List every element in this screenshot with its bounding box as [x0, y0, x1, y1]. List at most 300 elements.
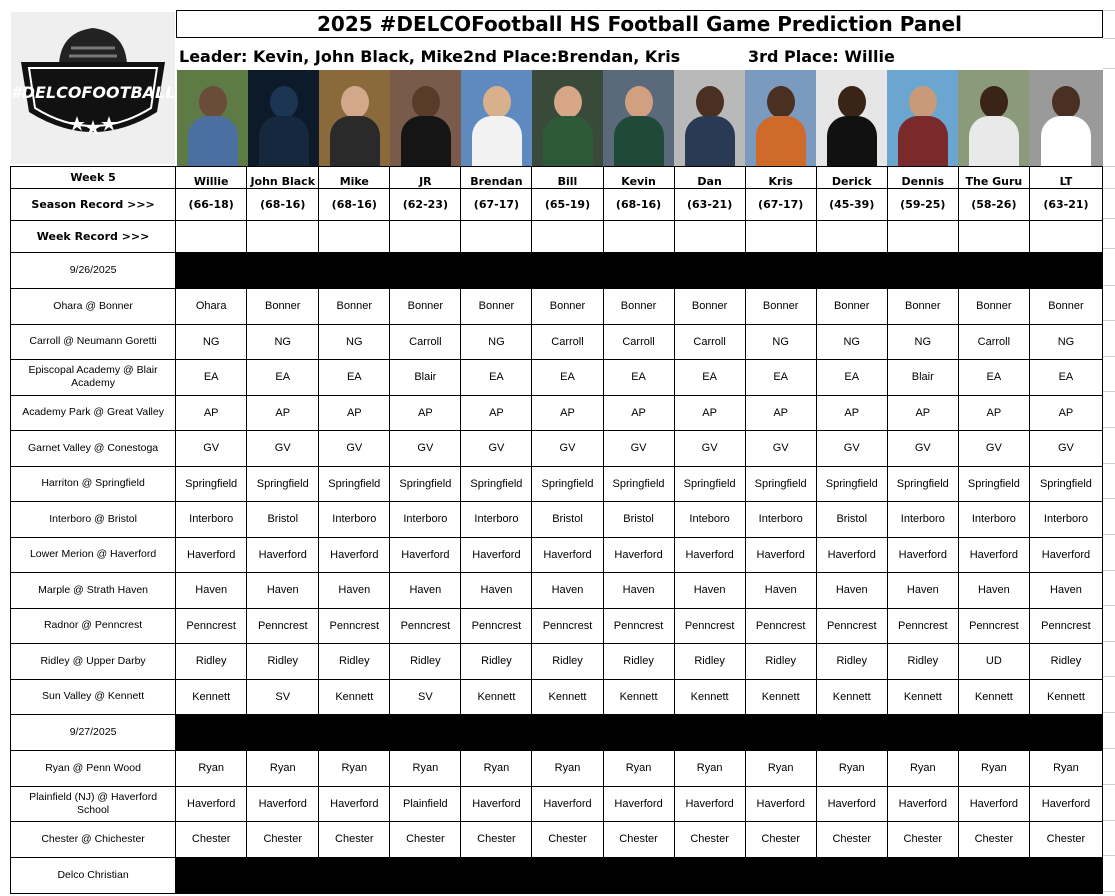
game-matchup: Marple @ Strath Haven [11, 573, 176, 609]
pick-cell[interactable]: Carroll [958, 324, 1029, 360]
second-place-text: 2nd Place:Brendan, Kris [463, 47, 681, 66]
game-matchup: Harriton @ Springfield [11, 466, 176, 502]
pick-cell[interactable]: Chester [958, 822, 1029, 858]
pick-cell[interactable]: Chester [816, 822, 887, 858]
pick-cell[interactable]: Haverford [603, 537, 674, 573]
pick-cell[interactable]: Ridley [745, 644, 816, 680]
pick-cell[interactable]: Haverford [176, 786, 247, 822]
season-record-value: (68-16) [319, 189, 390, 221]
panelist-name: John Black [247, 167, 319, 189]
pick-cell[interactable]: Bonner [319, 289, 390, 325]
pick-cell[interactable]: Carroll [674, 324, 745, 360]
date-row [11, 857, 1103, 893]
pick-cell[interactable]: Ryan [674, 751, 745, 787]
pick-cell[interactable]: Carroll [390, 324, 461, 360]
pick-cell[interactable]: AP [532, 395, 603, 431]
pick-cell[interactable]: GV [887, 431, 958, 467]
pick-cell[interactable]: Ridley [532, 644, 603, 680]
page-title: 2025 #DELCOFootball HS Football Game Prediction Panel [176, 10, 1103, 38]
edge-gridline [1103, 534, 1115, 535]
pick-cell[interactable]: Interboro [958, 502, 1029, 538]
edge-gridline [1103, 570, 1115, 571]
pick-cell[interactable]: Interboro [390, 502, 461, 538]
week-record-value[interactable] [674, 221, 745, 253]
edge-gridline [1103, 391, 1115, 392]
pick-cell[interactable]: EA [674, 360, 745, 396]
panelist-name: Bill [532, 167, 603, 189]
pick-cell[interactable]: Chester [1029, 822, 1102, 858]
pick-cell[interactable]: Haven [1029, 573, 1102, 609]
pick-cell[interactable]: NG [1029, 324, 1102, 360]
week-record-value[interactable] [319, 221, 390, 253]
pick-cell[interactable]: EA [532, 360, 603, 396]
edge-gridline [1103, 712, 1115, 713]
pick-cell[interactable]: Haven [958, 573, 1029, 609]
edge-gridline [1103, 427, 1115, 428]
game-matchup: Sun Valley @ Kennett [11, 679, 176, 715]
game-matchup: Ryan @ Penn Wood [11, 751, 176, 787]
pick-cell[interactable]: Interboro [461, 502, 532, 538]
pick-cell[interactable]: Kennett [532, 679, 603, 715]
pick-cell[interactable]: EA [247, 360, 319, 396]
edge-gridline [1103, 188, 1115, 189]
pick-cell[interactable]: Plainfield [390, 786, 461, 822]
game-row [11, 466, 1103, 502]
pick-cell[interactable]: Haverford [247, 786, 319, 822]
pick-cell[interactable]: Haverford [1029, 537, 1102, 573]
pick-cell[interactable]: Bonner [816, 289, 887, 325]
pick-cell[interactable]: GV [603, 431, 674, 467]
panelist-photo-kevin [603, 70, 674, 166]
pick-cell[interactable]: Haverford [745, 537, 816, 573]
game-matchup: Academy Park @ Great Valley [11, 395, 176, 431]
pick-cell[interactable]: Haverford [745, 786, 816, 822]
season-record-value: (65-19) [532, 189, 603, 221]
game-row [11, 644, 1103, 680]
pick-cell[interactable]: Springfield [247, 466, 319, 502]
week-record-value[interactable] [390, 221, 461, 253]
pick-cell[interactable]: Kennett [674, 679, 745, 715]
game-row [11, 395, 1103, 431]
game-row [11, 502, 1103, 538]
pick-cell[interactable]: Chester [674, 822, 745, 858]
pick-cell[interactable]: Kennett [745, 679, 816, 715]
pick-cell[interactable]: AP [461, 395, 532, 431]
week-record-value[interactable] [461, 221, 532, 253]
pick-cell[interactable]: Haverford [958, 537, 1029, 573]
pick-cell[interactable]: Haverford [461, 537, 532, 573]
edge-gridline [1103, 68, 1115, 69]
edge-gridline [1103, 320, 1115, 321]
pick-cell[interactable]: Ryan [247, 751, 319, 787]
season-record-value: (45-39) [816, 189, 887, 221]
panelist-photo-bill [532, 70, 603, 166]
pick-cell[interactable]: Ryan [816, 751, 887, 787]
pick-cell[interactable]: EA [1029, 360, 1102, 396]
season-record-value: (59-25) [887, 189, 958, 221]
season-record-value: (68-16) [603, 189, 674, 221]
pick-cell[interactable]: Carroll [603, 324, 674, 360]
pick-cell[interactable]: Kennett [816, 679, 887, 715]
game-row [11, 431, 1103, 467]
pick-cell[interactable]: Bonner [1029, 289, 1102, 325]
game-row [11, 289, 1103, 325]
pick-cell[interactable]: Chester [532, 822, 603, 858]
pick-cell[interactable]: GV [176, 431, 247, 467]
pick-cell[interactable]: Penncrest [532, 608, 603, 644]
pick-cell[interactable]: Penncrest [745, 608, 816, 644]
pick-cell[interactable]: Penncrest [390, 608, 461, 644]
pick-cell[interactable]: Bonner [745, 289, 816, 325]
pick-cell[interactable]: EA [816, 360, 887, 396]
pick-cell[interactable]: Ridley [887, 644, 958, 680]
pick-cell[interactable]: Haverford [816, 537, 887, 573]
pick-cell[interactable]: Bristol [247, 502, 319, 538]
pick-cell[interactable]: Haven [390, 573, 461, 609]
pick-cell[interactable]: AP [247, 395, 319, 431]
pick-cell[interactable]: AP [603, 395, 674, 431]
panelist-photo-mike [319, 70, 390, 166]
panelist-photo-dennis [887, 70, 958, 166]
pick-cell[interactable]: Penncrest [603, 608, 674, 644]
pick-cell[interactable]: Haverford [816, 786, 887, 822]
panelist-photo-the-guru [958, 70, 1029, 166]
pick-cell[interactable]: Haverford [532, 786, 603, 822]
pick-cell[interactable]: Ryan [887, 751, 958, 787]
game-row [11, 608, 1103, 644]
pick-cell[interactable]: NG [887, 324, 958, 360]
pick-cell[interactable]: Ridley [461, 644, 532, 680]
game-row [11, 786, 1103, 822]
season-record-value: (63-21) [674, 189, 745, 221]
pick-cell[interactable]: EA [319, 360, 390, 396]
pick-cell[interactable]: Bonner [887, 289, 958, 325]
week-record-value[interactable] [816, 221, 887, 253]
pick-cell[interactable]: Ridley [816, 644, 887, 680]
game-row [11, 324, 1103, 360]
edge-gridline [1103, 166, 1115, 167]
pick-cell[interactable]: Haverford [887, 786, 958, 822]
pick-cell[interactable]: Haverford [887, 537, 958, 573]
panelist-photo-derick [816, 70, 887, 166]
panelist-name: Kevin [603, 167, 674, 189]
pick-cell[interactable]: Kennett [887, 679, 958, 715]
season-record-value: (67-17) [461, 189, 532, 221]
sheet-edge [1103, 0, 1115, 896]
pick-cell[interactable]: Springfield [1029, 466, 1102, 502]
pick-cell[interactable]: Haverford [674, 786, 745, 822]
pick-cell[interactable]: AP [319, 395, 390, 431]
pick-cell[interactable]: Springfield [532, 466, 603, 502]
panelist-photo-kris [745, 70, 816, 166]
pick-cell[interactable]: Springfield [745, 466, 816, 502]
pick-cell[interactable]: Chester [319, 822, 390, 858]
week-record-value[interactable] [176, 221, 247, 253]
pick-cell[interactable]: Ryan [958, 751, 1029, 787]
logo-text: #DELCOFOOTBALL [11, 83, 175, 102]
panelist-photo-jr [390, 70, 461, 166]
pick-cell[interactable]: NG [461, 324, 532, 360]
pick-cell[interactable]: Springfield [958, 466, 1029, 502]
game-matchup: Garnet Valley @ Conestoga [11, 431, 176, 467]
week-record-value[interactable] [247, 221, 319, 253]
pick-cell[interactable]: Penncrest [1029, 608, 1102, 644]
pick-cell[interactable]: Kennett [319, 679, 390, 715]
pick-cell[interactable]: Ryan [532, 751, 603, 787]
pick-cell[interactable]: EA [461, 360, 532, 396]
pick-cell[interactable]: Springfield [816, 466, 887, 502]
pick-cell[interactable]: Penncrest [176, 608, 247, 644]
pick-cell[interactable]: Chester [745, 822, 816, 858]
date-row [11, 253, 1103, 289]
game-row [11, 537, 1103, 573]
pick-cell[interactable]: Penncrest [887, 608, 958, 644]
pick-cell[interactable]: Ryan [176, 751, 247, 787]
pick-cell[interactable]: Haven [176, 573, 247, 609]
season-record-label: Season Record >>> [11, 189, 176, 221]
pick-cell[interactable]: Ryan [745, 751, 816, 787]
pick-cell[interactable]: Interboro [319, 502, 390, 538]
panelist-name: LT [1029, 167, 1102, 189]
pick-cell[interactable]: Blair [887, 360, 958, 396]
pick-cell[interactable]: Kennett [603, 679, 674, 715]
pick-cell[interactable]: Springfield [176, 466, 247, 502]
pick-cell[interactable]: UD [958, 644, 1029, 680]
pick-cell[interactable]: Chester [390, 822, 461, 858]
panelist-photo-strip [177, 70, 1103, 166]
week-record-value[interactable] [1029, 221, 1102, 253]
season-record-value: (63-21) [1029, 189, 1102, 221]
pick-cell[interactable]: NG [816, 324, 887, 360]
panelist-name: Willie [176, 167, 247, 189]
date-label: 9/27/2025 [11, 715, 176, 751]
week-record-value[interactable] [745, 221, 816, 253]
pick-cell[interactable]: Penncrest [816, 608, 887, 644]
pick-cell[interactable]: Haverford [319, 537, 390, 573]
date-divider-bar [176, 857, 1103, 893]
pick-cell[interactable]: Haven [603, 573, 674, 609]
season-record-value: (66-18) [176, 189, 247, 221]
week-record-row [11, 221, 1103, 253]
pick-cell[interactable]: Interboro [745, 502, 816, 538]
pick-cell[interactable]: Ridley [674, 644, 745, 680]
pick-cell[interactable]: Chester [176, 822, 247, 858]
week-record-value[interactable] [887, 221, 958, 253]
pick-cell[interactable]: AP [1029, 395, 1102, 431]
pick-cell[interactable]: Ridley [390, 644, 461, 680]
pick-cell[interactable]: AP [745, 395, 816, 431]
pick-cell[interactable]: Ohara [176, 289, 247, 325]
pick-cell[interactable]: Ryan [1029, 751, 1102, 787]
edge-gridline [1103, 10, 1115, 11]
pick-cell[interactable]: Haverford [247, 537, 319, 573]
edge-gridline [1103, 285, 1115, 286]
pick-cell[interactable]: Interboro [1029, 502, 1102, 538]
pick-cell[interactable]: GV [532, 431, 603, 467]
pick-cell[interactable]: Interboro [887, 502, 958, 538]
pick-cell[interactable]: GV [1029, 431, 1102, 467]
panelist-name-row [11, 167, 1103, 189]
edge-gridline [1103, 855, 1115, 856]
pick-cell[interactable]: Springfield [603, 466, 674, 502]
pick-cell[interactable]: Chester [461, 822, 532, 858]
pick-cell[interactable]: Penncrest [958, 608, 1029, 644]
pick-cell[interactable]: Ridley [603, 644, 674, 680]
pick-cell[interactable]: Kennett [958, 679, 1029, 715]
pick-cell[interactable]: Penncrest [674, 608, 745, 644]
pick-cell[interactable]: Haven [887, 573, 958, 609]
pick-cell[interactable]: Springfield [674, 466, 745, 502]
pick-cell[interactable]: Springfield [887, 466, 958, 502]
pick-cell[interactable]: EA [958, 360, 1029, 396]
pick-cell[interactable]: Ridley [319, 644, 390, 680]
pick-cell[interactable]: SV [247, 679, 319, 715]
panelist-photo-willie [177, 70, 248, 166]
pick-cell[interactable]: Bonner [532, 289, 603, 325]
pick-cell[interactable]: Haverford [674, 537, 745, 573]
pick-cell[interactable]: Haverford [461, 786, 532, 822]
pick-cell[interactable]: Haven [247, 573, 319, 609]
panelist-photo-lt [1029, 70, 1103, 166]
pick-cell[interactable]: AP [390, 395, 461, 431]
pick-cell[interactable]: EA [745, 360, 816, 396]
pick-cell[interactable]: Penncrest [319, 608, 390, 644]
pick-cell[interactable]: Bonner [603, 289, 674, 325]
pick-cell[interactable]: Haven [532, 573, 603, 609]
game-matchup: Plainfield (NJ) @ Haverford School [11, 786, 176, 822]
pick-cell[interactable]: Chester [603, 822, 674, 858]
game-matchup: Interboro @ Bristol [11, 502, 176, 538]
pick-cell[interactable]: Penncrest [461, 608, 532, 644]
pick-cell[interactable]: Haverford [532, 537, 603, 573]
pick-cell[interactable]: Haven [319, 573, 390, 609]
pick-cell[interactable]: NG [176, 324, 247, 360]
pick-cell[interactable]: Springfield [319, 466, 390, 502]
edge-gridline [1103, 463, 1115, 464]
pick-cell[interactable]: SV [390, 679, 461, 715]
pick-cell[interactable]: Springfield [461, 466, 532, 502]
pick-cell[interactable]: GV [319, 431, 390, 467]
pick-cell[interactable]: Bristol [816, 502, 887, 538]
game-matchup: Radnor @ Penncrest [11, 608, 176, 644]
pick-cell[interactable]: Bonner [390, 289, 461, 325]
pick-cell[interactable]: GV [390, 431, 461, 467]
pick-cell[interactable]: AP [674, 395, 745, 431]
game-matchup: Chester @ Chichester [11, 822, 176, 858]
pick-cell[interactable]: Carroll [532, 324, 603, 360]
game-row [11, 573, 1103, 609]
pick-cell[interactable]: Ryan [603, 751, 674, 787]
pick-cell[interactable]: GV [247, 431, 319, 467]
pick-cell[interactable]: Blair [390, 360, 461, 396]
pick-cell[interactable]: AP [176, 395, 247, 431]
panelist-name: Brendan [461, 167, 532, 189]
week-record-value[interactable] [603, 221, 674, 253]
pick-cell[interactable]: Haverford [319, 786, 390, 822]
pick-cell[interactable]: GV [745, 431, 816, 467]
week-record-value[interactable] [532, 221, 603, 253]
pick-cell[interactable]: Haven [745, 573, 816, 609]
pick-cell[interactable]: Haven [674, 573, 745, 609]
pick-cell[interactable]: Ridley [1029, 644, 1102, 680]
game-matchup: Ohara @ Bonner [11, 289, 176, 325]
pick-cell[interactable]: Ridley [247, 644, 319, 680]
panelist-name: Mike [319, 167, 390, 189]
pick-cell[interactable]: AP [887, 395, 958, 431]
pick-cell[interactable]: Bristol [532, 502, 603, 538]
pick-cell[interactable]: Ryan [461, 751, 532, 787]
game-row [11, 822, 1103, 858]
pick-cell[interactable]: Haverford [176, 537, 247, 573]
panelist-photo-brendan [461, 70, 532, 166]
edge-gridline [1103, 356, 1115, 357]
panelist-name: Derick [816, 167, 887, 189]
pick-cell[interactable]: GV [461, 431, 532, 467]
pick-cell[interactable]: Bonner [247, 289, 319, 325]
pick-cell[interactable]: AP [816, 395, 887, 431]
pick-cell[interactable]: Penncrest [247, 608, 319, 644]
pick-cell[interactable]: Bristol [603, 502, 674, 538]
pick-cell[interactable]: Haverford [1029, 786, 1102, 822]
pick-cell[interactable]: Haverford [603, 786, 674, 822]
pick-cell[interactable]: Ridley [176, 644, 247, 680]
date-row [11, 715, 1103, 751]
edge-gridline [1103, 784, 1115, 785]
pick-cell[interactable]: Haverford [390, 537, 461, 573]
week-label: Week [70, 171, 105, 184]
week-label-cell [11, 167, 176, 189]
panelist-photo-john-black [248, 70, 319, 166]
pick-cell[interactable]: Haven [816, 573, 887, 609]
pick-cell[interactable]: Kennett [176, 679, 247, 715]
pick-cell[interactable]: AP [958, 395, 1029, 431]
pick-cell[interactable]: Inteboro [674, 502, 745, 538]
edge-gridline [1103, 498, 1115, 499]
week-record-value[interactable] [958, 221, 1029, 253]
season-record-value: (68-16) [247, 189, 319, 221]
pick-cell[interactable]: EA [603, 360, 674, 396]
pick-cell[interactable]: Ryan [319, 751, 390, 787]
pick-cell[interactable]: GV [816, 431, 887, 467]
pick-cell[interactable]: Kennett [461, 679, 532, 715]
pick-cell[interactable]: NG [247, 324, 319, 360]
pick-cell[interactable]: NG [319, 324, 390, 360]
pick-cell[interactable]: EA [176, 360, 247, 396]
panelist-name: Dan [674, 167, 745, 189]
pick-cell[interactable]: GV [674, 431, 745, 467]
pick-cell[interactable]: Bonner [461, 289, 532, 325]
pick-cell[interactable]: Springfield [390, 466, 461, 502]
edge-gridline [1103, 820, 1115, 821]
pick-cell[interactable]: Bonner [674, 289, 745, 325]
pick-cell[interactable]: Interboro [176, 502, 247, 538]
pick-cell[interactable]: Haverford [958, 786, 1029, 822]
pick-cell[interactable]: Chester [247, 822, 319, 858]
third-place-text: 3rd Place: Willie [748, 47, 895, 66]
pick-cell[interactable]: NG [745, 324, 816, 360]
pick-cell[interactable]: Kennett [1029, 679, 1102, 715]
game-matchup: Episcopal Academy @ Blair Academy [11, 360, 176, 396]
pick-cell[interactable]: Bonner [958, 289, 1029, 325]
pick-cell[interactable]: Ryan [390, 751, 461, 787]
game-matchup: Lower Merion @ Haverford [11, 537, 176, 573]
panelist-name: Dennis [887, 167, 958, 189]
pick-cell[interactable]: GV [958, 431, 1029, 467]
edge-gridline [1103, 38, 1115, 39]
pick-cell[interactable]: Chester [887, 822, 958, 858]
date-label: Delco Christian [11, 857, 176, 893]
pick-cell[interactable]: Haven [461, 573, 532, 609]
